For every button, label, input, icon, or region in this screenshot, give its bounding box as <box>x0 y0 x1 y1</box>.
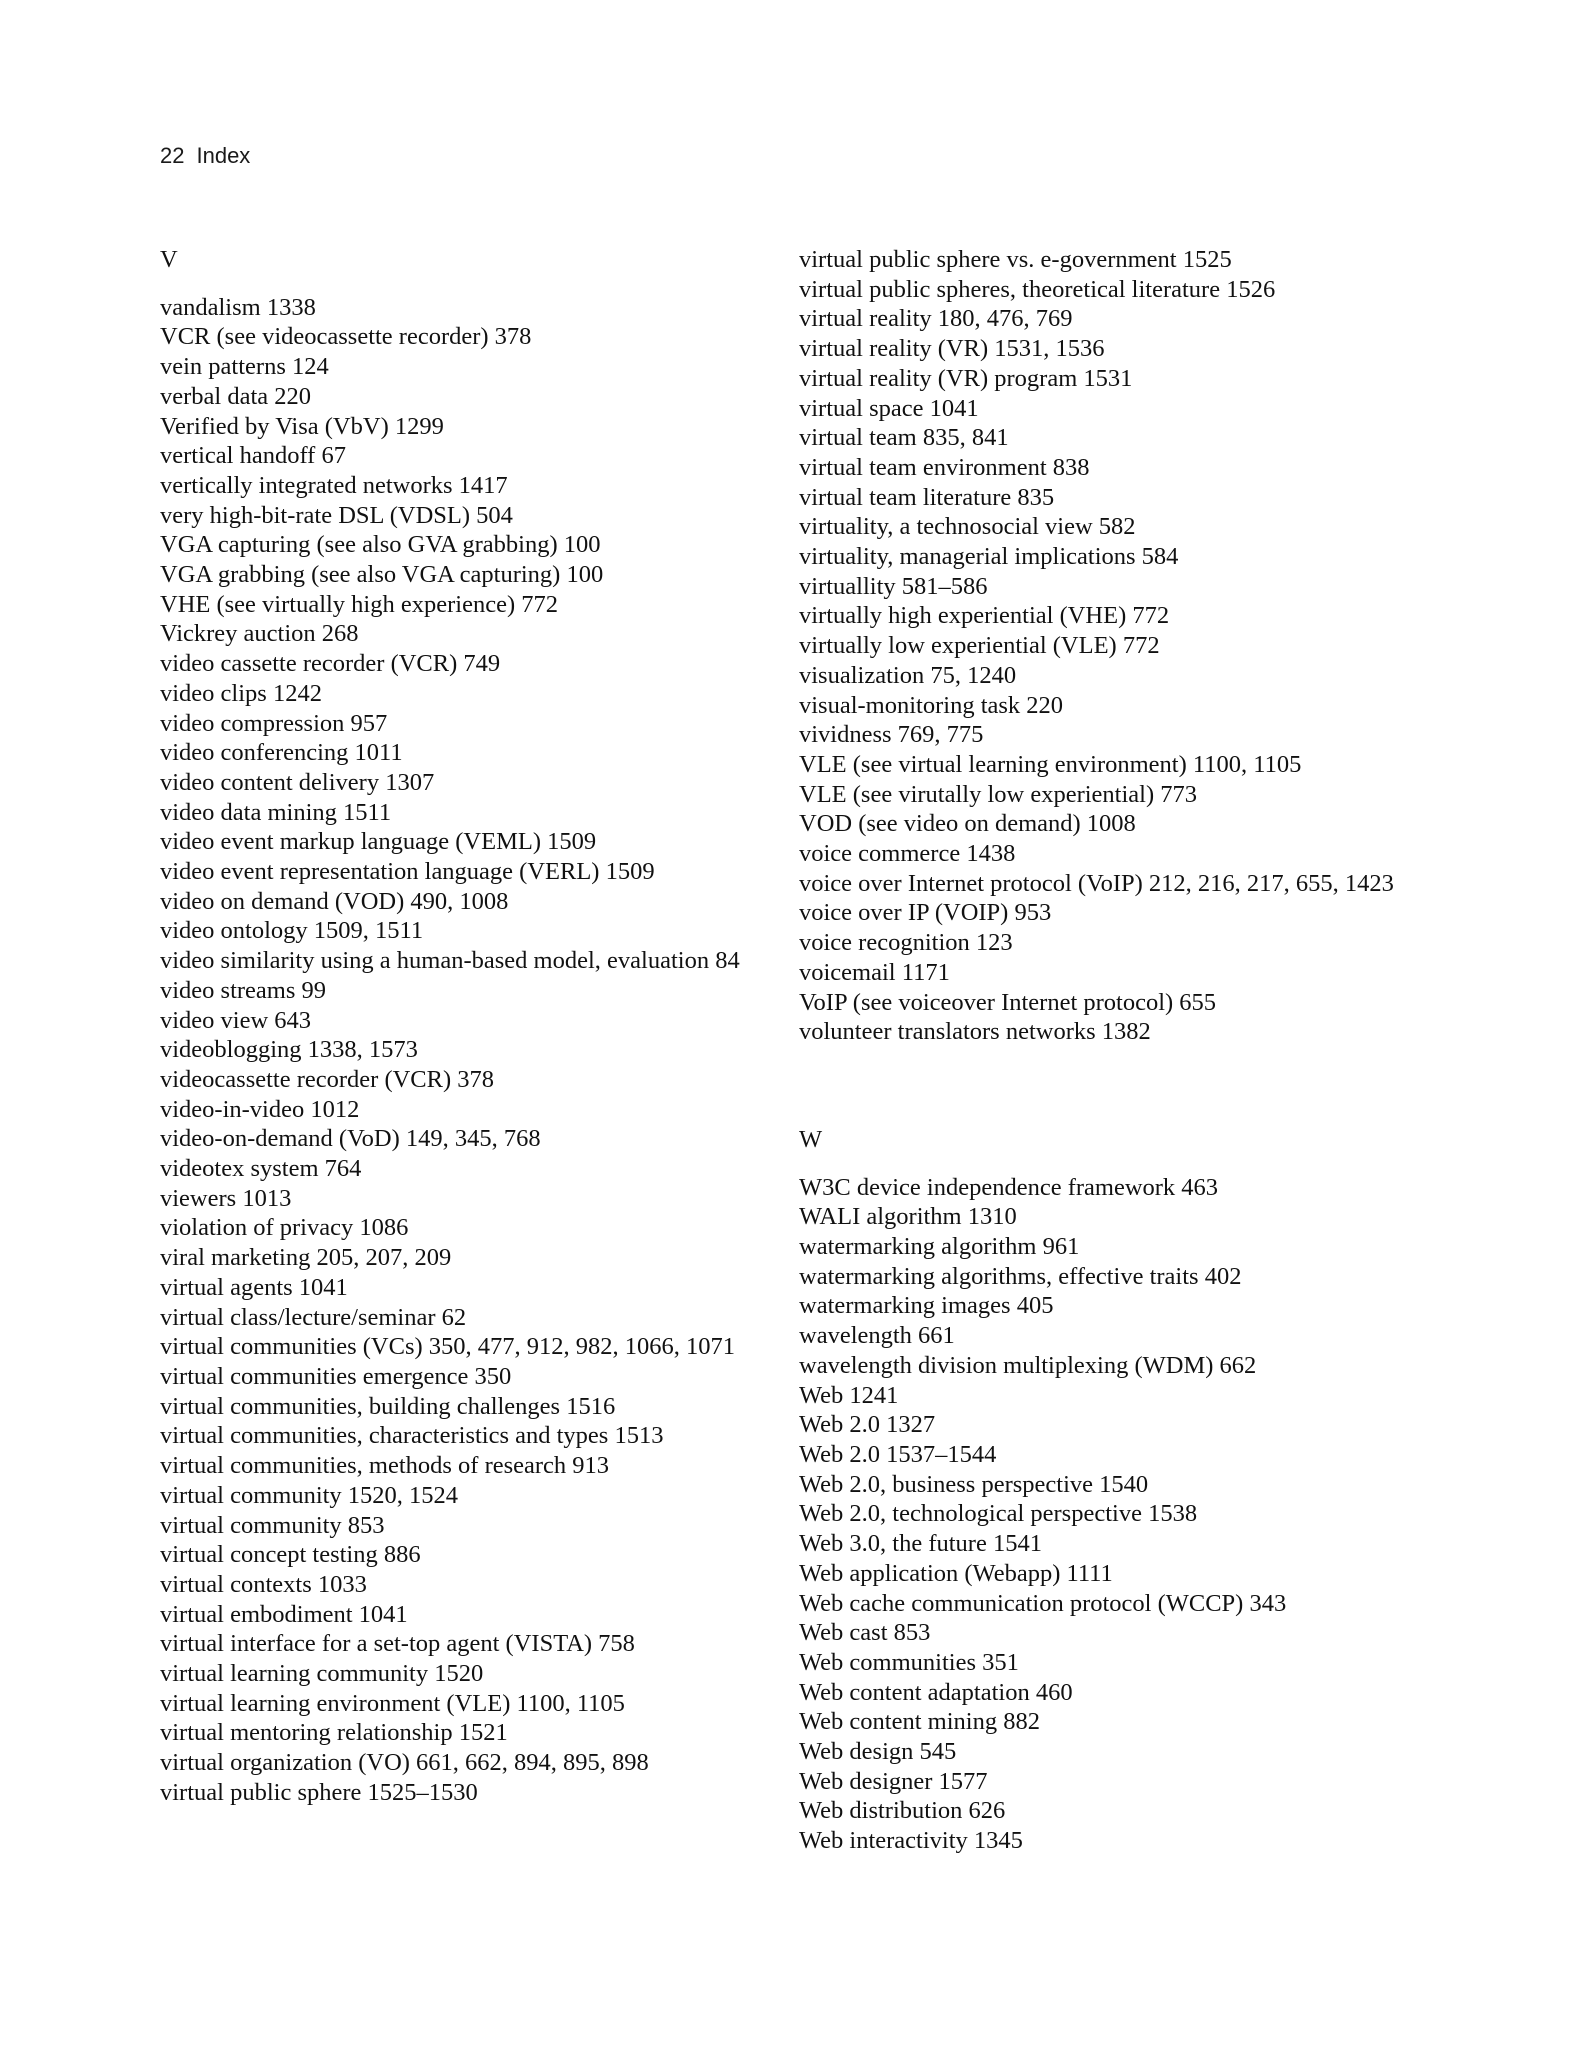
index-entry: virtual embodiment 1041 <box>160 1600 408 1628</box>
section-letter-w: W <box>799 1125 823 1153</box>
index-entry: video cassette recorder (VCR) 749 <box>160 650 501 678</box>
index-entry: VLE (see virtual learning environment) 1100, 1105 <box>799 750 1302 778</box>
index-entry: virtual reality 180, 476, 769 <box>799 305 1073 333</box>
index-entry: virtual reality (VR) program 1531 <box>799 364 1133 392</box>
index-entry: watermarking algorithms, effective traits 402 <box>799 1262 1242 1290</box>
index-entry: volunteer translators networks 1382 <box>799 1018 1151 1046</box>
page-title: Index <box>196 143 251 168</box>
index-entry: Web 1241 <box>799 1381 899 1409</box>
index-entry: virtual public spheres, theoretical literature 1526 <box>799 275 1276 303</box>
index-entry: video streams 99 <box>160 976 327 1004</box>
index-entry: virtual communities (VCs) 350, 477, 912, 982, 1066, 1071 <box>160 1333 736 1361</box>
index-entry: wavelength division multiplexing (WDM) 662 <box>799 1351 1257 1379</box>
index-entry: viewers 1013 <box>160 1184 292 1212</box>
index-entry: Web 3.0, the future 1541 <box>799 1530 1042 1558</box>
index-entry: VCR (see videocassette recorder) 378 <box>160 323 532 351</box>
index-entry: virtual team 835, 841 <box>799 424 1009 452</box>
index-entry: video clips 1242 <box>160 679 322 707</box>
index-entry: voice commerce 1438 <box>799 840 1016 868</box>
left-column <box>160 245 760 1808</box>
index-entry: video ontology 1509, 1511 <box>160 917 424 945</box>
right-column <box>799 245 1399 1856</box>
index-entry: virtual class/lecture/seminar 62 <box>160 1303 467 1331</box>
running-header <box>160 141 250 171</box>
index-entry: very high-bit-rate DSL (VDSL) 504 <box>160 501 513 529</box>
index-entry: video event markup language (VEML) 1509 <box>160 828 597 856</box>
right-entry-list-w <box>799 1173 1399 1856</box>
index-entry: virtual space 1041 <box>799 394 979 422</box>
index-entry: Web 2.0 1327 <box>799 1411 936 1439</box>
index-entry: Web cast 853 <box>799 1619 931 1647</box>
index-entry: video conferencing 1011 <box>160 739 403 767</box>
index-entry: VHE (see virtually high experience) 772 <box>160 590 558 618</box>
index-entry: virtual communities, building challenges 1516 <box>160 1392 616 1420</box>
index-entry: virtual community 853 <box>160 1511 385 1539</box>
index-entry: videotex system 764 <box>160 1155 362 1183</box>
index-entry: Web cache communication protocol (WCCP) 343 <box>799 1589 1287 1617</box>
index-entry: Vickrey auction 268 <box>160 620 359 648</box>
index-entry: virtual learning environment (VLE) 1100, 1105 <box>160 1689 625 1717</box>
index-entry: virtual organization (VO) 661, 662, 894, 895, 898 <box>160 1749 649 1777</box>
index-entry: violation of privacy 1086 <box>160 1214 409 1242</box>
index-entry: watermarking images 405 <box>799 1292 1054 1320</box>
index-entry: vein patterns 124 <box>160 353 329 381</box>
index-entry: vividness 769, 775 <box>799 721 984 749</box>
index-entry: video view 643 <box>160 1006 312 1034</box>
index-entry: voice over Internet protocol (VoIP) 212, 216, 217, 655, 1423 <box>799 869 1394 897</box>
index-entry: VoIP (see voiceover Internet protocol) 655 <box>799 988 1217 1016</box>
index-entry: Web application (Webapp) 1111 <box>799 1559 1113 1587</box>
index-entry: Web interactivity 1345 <box>799 1827 1023 1855</box>
right-entry-list-v <box>799 245 1399 1047</box>
index-entry: voicemail 1171 <box>799 958 950 986</box>
index-entry: Web distribution 626 <box>799 1797 1006 1825</box>
index-entry: virtual learning community 1520 <box>160 1660 484 1688</box>
index-entry: virtually low experiential (VLE) 772 <box>799 632 1160 660</box>
index-entry: VLE (see virutally low experiential) 773 <box>799 780 1197 808</box>
index-entry: virtuality, a technosocial view 582 <box>799 513 1136 541</box>
index-entry: virtual communities, methods of research 913 <box>160 1452 610 1480</box>
index-entry: video on demand (VOD) 490, 1008 <box>160 887 509 915</box>
index-entry: video content delivery 1307 <box>160 768 435 796</box>
left-entry-list <box>160 293 760 1808</box>
index-entry: watermarking algorithm 961 <box>799 1233 1080 1261</box>
index-entry: virtuality, managerial implications 584 <box>799 543 1179 571</box>
index-entry: virtual public sphere 1525–1530 <box>160 1778 478 1806</box>
index-entry: video compression 957 <box>160 709 388 737</box>
page-number: 22 <box>160 143 185 168</box>
index-entry: vandalism 1338 <box>160 293 316 321</box>
index-entry: virtually high experiential (VHE) 772 <box>799 602 1170 630</box>
index-entry: VGA grabbing (see also VGA capturing) 100 <box>160 561 604 589</box>
index-entry: virtual agents 1041 <box>160 1273 348 1301</box>
index-entry: video-in-video 1012 <box>160 1095 360 1123</box>
index-entry: virtual reality (VR) 1531, 1536 <box>799 335 1105 363</box>
index-entry: video similarity using a human-based model, evaluation 84 <box>160 947 740 975</box>
index-entry: virtual team environment 838 <box>799 453 1090 481</box>
index-entry: visual-monitoring task 220 <box>799 691 1064 719</box>
index-entry: verbal data 220 <box>160 382 312 410</box>
index-entry: W3C device independence framework 463 <box>799 1173 1219 1201</box>
index-entry: Verified by Visa (VbV) 1299 <box>160 412 444 440</box>
index-entry: VOD (see video on demand) 1008 <box>799 810 1136 838</box>
index-entry: virtual mentoring relationship 1521 <box>160 1719 508 1747</box>
section-gap <box>799 1047 1399 1125</box>
index-entry: vertically integrated networks 1417 <box>160 471 508 499</box>
index-entry: virtual team literature 835 <box>799 483 1055 511</box>
index-entry: Web content adaptation 460 <box>799 1678 1073 1706</box>
index-entry: Web 2.0, technological perspective 1538 <box>799 1500 1198 1528</box>
index-entry: Web design 545 <box>799 1738 957 1766</box>
index-entry: vertical handoff 67 <box>160 442 346 470</box>
index-entry: Web designer 1577 <box>799 1767 988 1795</box>
index-entry: virtual contexts 1033 <box>160 1570 367 1598</box>
index-entry: viral marketing 205, 207, 209 <box>160 1244 452 1272</box>
index-entry: virtuallity 581–586 <box>799 572 988 600</box>
index-entry: Web communities 351 <box>799 1648 1019 1676</box>
index-entry: Web content mining 882 <box>799 1708 1040 1736</box>
index-entry: videoblogging 1338, 1573 <box>160 1036 418 1064</box>
index-entry: videocassette recorder (VCR) 378 <box>160 1065 495 1093</box>
index-entry: virtual community 1520, 1524 <box>160 1481 459 1509</box>
index-entry: virtual concept testing 886 <box>160 1541 421 1569</box>
index-entry: visualization 75, 1240 <box>799 661 1017 689</box>
index-entry: wavelength 661 <box>799 1322 955 1350</box>
index-entry: video event representation language (VERL) 1509 <box>160 858 655 886</box>
index-entry: voice recognition 123 <box>799 929 1013 957</box>
section-letter-v: V <box>160 246 178 273</box>
index-entry: VGA capturing (see also GVA grabbing) 100 <box>160 531 601 559</box>
index-entry: virtual interface for a set-top agent (VISTA) 758 <box>160 1630 635 1658</box>
index-entry: Web 2.0 1537–1544 <box>799 1441 997 1468</box>
index-entry: Web 2.0, business perspective 1540 <box>799 1470 1149 1498</box>
index-entry: virtual communities, characteristics and types 1513 <box>160 1422 664 1450</box>
index-entry: virtual communities emergence 350 <box>160 1363 512 1390</box>
index-entry: virtual public sphere vs. e-government 1525 <box>799 246 1232 273</box>
index-entry: video-on-demand (VoD) 149, 345, 768 <box>160 1125 541 1153</box>
index-entry: video data mining 1511 <box>160 798 392 826</box>
index-entry: voice over IP (VOIP) 953 <box>799 899 1052 927</box>
index-entry: WALI algorithm 1310 <box>799 1203 1017 1231</box>
